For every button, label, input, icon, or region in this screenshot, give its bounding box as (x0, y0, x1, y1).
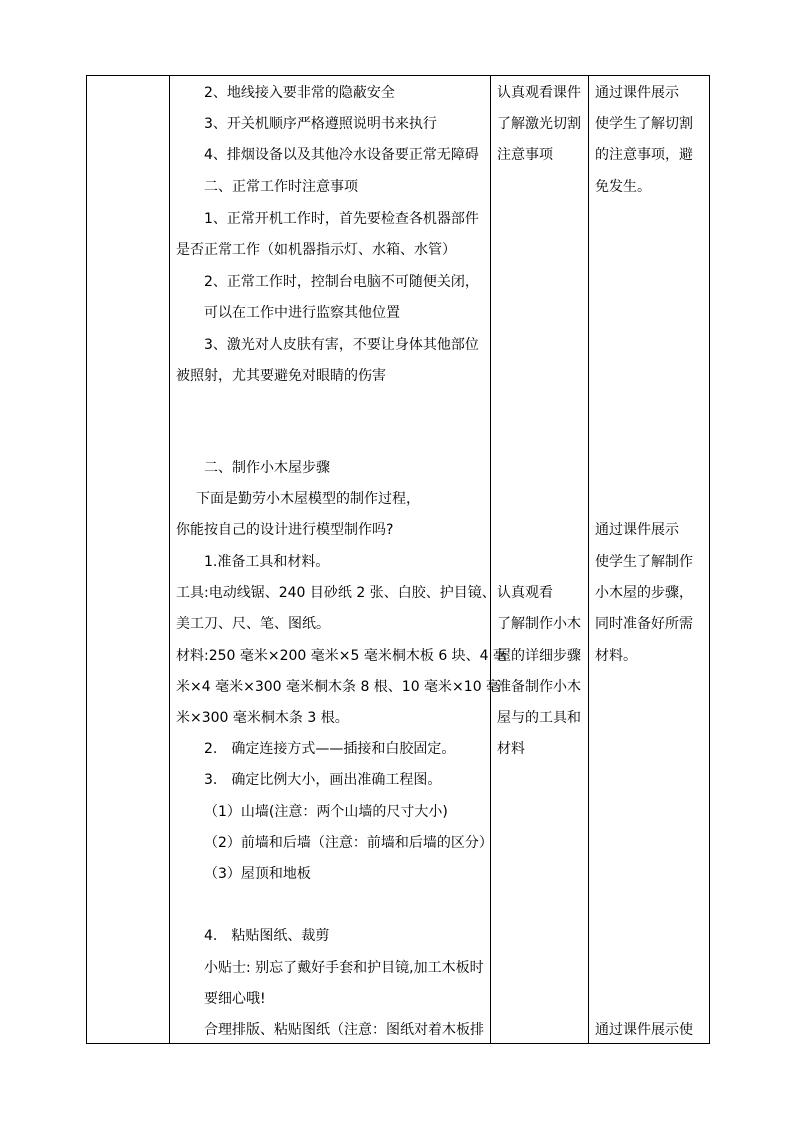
content-line: 工具:电动线锯、240 目砂纸 2 张、白胶、护目镜、 (176, 585, 496, 601)
content-line: 美工刀、尺、笔、图纸。 (176, 616, 330, 632)
content-line: 合理排版、粘贴图纸（注意：图纸对着木板排 (204, 1022, 484, 1038)
content-line: 2、正常工作时，控制台电脑不可随便关闭， (204, 274, 479, 290)
content-line: 4. 粘贴图纸、裁剪 (204, 928, 330, 944)
purpose-line: 使学生了解切割 (595, 116, 693, 132)
student-activity-cell (491, 76, 589, 1044)
purpose-line: 材料。 (595, 648, 637, 664)
content-line: 3、激光对人皮肤有害，不要让身体其他部位 (204, 337, 479, 353)
student-line: 屋的详细步骤 (497, 648, 581, 664)
purpose-line: 小木屋的步骤， (595, 585, 693, 601)
student-line: 认真观看 (497, 585, 553, 601)
student-line: 注意事项 (497, 147, 553, 163)
content-line: 米×300 毫米桐木条 3 根。 (176, 710, 349, 726)
content-line: 你能按自己的设计进行模型制作吗? (176, 522, 394, 538)
lesson-plan-table (86, 75, 710, 1044)
content-line: 被照射，尤其要避免对眼睛的伤害 (176, 368, 386, 384)
purpose-line: 免发生。 (595, 179, 651, 195)
content-line: 下面是勤劳小木屋模型的制作过程， (196, 491, 420, 507)
content-line: （3）屋顶和地板 (204, 866, 311, 882)
design-purpose-cell (589, 76, 710, 1044)
content-line: 2. 确定连接方式——插接和白胶固定。 (204, 741, 456, 757)
content-line: 4、排烟设备以及其他冷水设备要正常无障碍 (204, 147, 479, 163)
table-row (87, 76, 710, 1044)
purpose-line: 通过课件展示使 (595, 1022, 693, 1038)
content-line: 材料:250 毫米×200 毫米×5 毫米桐木板 6 块、4 毫 (176, 648, 508, 664)
student-line: 了解激光切割 (497, 116, 581, 132)
content-line: 要细心哦! (204, 991, 266, 1007)
blank-column-cell (87, 76, 170, 1044)
content-line: 1.准备工具和材料。 (204, 554, 330, 570)
content-line: 3. 确定比例大小，画出准确工程图。 (204, 772, 442, 788)
content-heading: 二、正常工作时注意事项 (204, 179, 358, 195)
content-heading: 二、制作小木屋步骤 (204, 460, 330, 476)
student-line: 了解制作小木 (497, 616, 581, 632)
content-line: 米×4 毫米×300 毫米桐木条 8 根、10 毫米×10 毫 (176, 679, 501, 695)
teaching-content-cell (170, 76, 508, 1044)
student-line: 认真观看课件 (497, 85, 581, 101)
purpose-line: 通过课件展示 (595, 522, 679, 538)
purpose-line: 的注意事项，避 (595, 147, 693, 163)
content-line: 是否正常工作（如机器指示灯、水箱、水管） (176, 242, 456, 258)
purpose-line: 使学生了解制作 (595, 554, 693, 570)
purpose-line: 通过课件展示 (595, 85, 679, 101)
content-line: 1、正常开机工作时，首先要检查各机器部件 (204, 211, 479, 227)
content-line: 小贴士: 别忘了戴好手套和护目镜,加工木板时 (204, 960, 484, 976)
content-line: 可以在工作中进行监察其他位置 (204, 305, 400, 321)
content-line: 2、地线接入要非常的隐蔽安全 (204, 85, 395, 101)
student-line: 准备制作小木 (497, 679, 581, 695)
content-line: （2）前墙和后墙（注意：前墙和后墙的区分） (204, 835, 493, 851)
content-line: 3、开关机顺序严格遵照说明书来执行 (204, 116, 437, 132)
student-line: 材料 (497, 741, 525, 757)
purpose-line: 同时准备好所需 (595, 616, 693, 632)
content-line: （1）山墙(注意：两个山墙的尺寸大小) (204, 804, 448, 820)
student-line: 屋与的工具和 (497, 710, 581, 726)
